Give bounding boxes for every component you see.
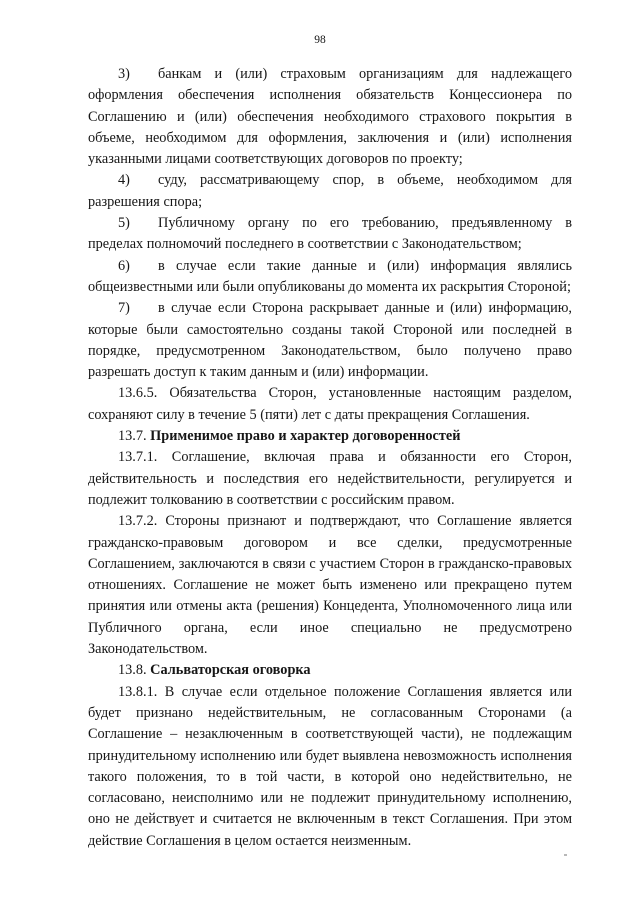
list-item-text: в случае если такие данные и (или) информация являлись общеизвестными или были опубликованы до момента их раскрытия Стороной;: [88, 257, 572, 295]
list-item: [88, 256, 572, 299]
section-heading-13-7: [88, 426, 572, 447]
list-item-number: 4): [118, 172, 130, 189]
clause-13-7-2: 13.7.2. Стороны признают и подтверждают, что Соглашение является гражданско-правовым договором и все сделки, предусмотренные Соглашением, заключаются в связи с участием Сторон в гражданско-правовых отношениях. Соглашение не может быть изменено или прекращено путем принятия или отмены акта (решения) Концедента, Уполномоченного лица или Публичного органа, если иное специально не предусмотрено Законодательством.: [88, 513, 572, 658]
list-item: [88, 170, 572, 213]
list-item-text: Публичному органу по его требованию, предъявленному в пределах полномочий последнего в соответствии с Законодательством;: [88, 215, 572, 253]
clause-13-8-1: 13.8.1. В случае если отдельное положение Соглашения является или будет признано недействительным, не согласованным Сторонами (а Соглашение – незаключенным в соответствующей части), не подлежащим принудительному исполнению или будет выявлена невозможность исполнения такого положения, то в той части, в которой оно недействительно, не согласовано, неисполнимо или не подлежит принудительному исполнению, оно не действует и считается не включенным в текст Соглашения. При этом действие Соглашения в целом остается неизменным.: [88, 683, 572, 849]
clause-13-6-5: 13.6.5. Обязательства Сторон, установленные настоящим разделом, сохраняют силу в течение 5 (пяти) лет с даты прекращения Соглашения.: [88, 385, 572, 423]
list-item-number: 6): [118, 257, 130, 274]
document-body: [88, 64, 572, 852]
list-item-number: 5): [118, 215, 130, 232]
clause-13-7-1: 13.7.1. Соглашение, включая права и обязанности его Сторон, действительность и последствия его недействительности, регулируется и подлежит толкованию в соответствии с российским правом.: [88, 449, 572, 508]
section-number: 13.8.: [118, 662, 147, 679]
section-title: Применимое право и характер договоренностей: [150, 428, 461, 445]
scan-speck: [564, 854, 567, 856]
list-item-number: 3): [118, 66, 130, 82]
list-item: [88, 298, 572, 383]
list-item-number: 7): [118, 300, 130, 317]
section-heading-13-8: [88, 660, 572, 681]
list-item-text: суду, рассматривающему спор, в объеме, необходимом для разрешения спора;: [88, 172, 572, 210]
list-item: [88, 213, 572, 256]
section-number: 13.7.: [118, 428, 147, 445]
list-item: [88, 64, 572, 170]
list-item-text: банкам и (или) страховым организациям для надлежащего оформления обеспечения исполнения обязательств Концессионера по Соглашению и (или) обеспечения необходимого страхового покрытия в объеме, необходимом для оформления, заключения и (или) исполнения указанными лицами соответствующих договоров по проекту;: [88, 66, 572, 168]
list-item-text: в случае если Сторона раскрывает данные и (или) информацию, которые были самостоятельно созданы такой Стороной или последней в порядке, предусмотренном Законодательством, было получено право разрешать доступ к таким данным и (или) информации.: [88, 300, 572, 381]
page-number: 98: [314, 34, 326, 46]
section-title: Сальваторская оговорка: [150, 662, 311, 679]
